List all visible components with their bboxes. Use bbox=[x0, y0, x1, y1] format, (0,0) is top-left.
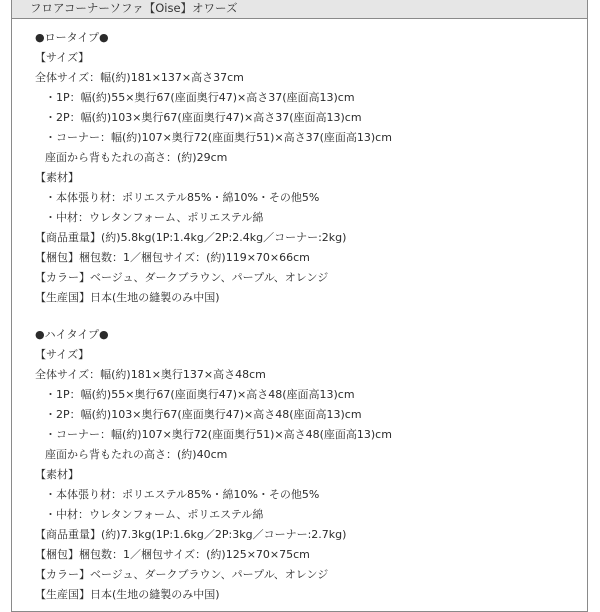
product-title: フロアコーナーソファ【Oise】オワーズ bbox=[30, 1, 238, 15]
high-size-label: 【サイズ】 bbox=[35, 348, 90, 361]
low-weight: 【商品重量】(約)5.8kg(1P:1.4kg／2P:2.4kg／コーナー:2kg) bbox=[35, 231, 347, 244]
high-size-total: 全体サイズ：幅(約)181×奥行137×高さ48cm bbox=[35, 368, 266, 381]
low-size-total: 全体サイズ：幅(約)181×137×高さ37cm bbox=[35, 71, 244, 84]
low-color: 【カラー】ベージュ、ダークブラウン、パープル、オレンジ bbox=[35, 271, 329, 284]
high-size-corner: ・コーナー：幅(約)107×奥行72(座面奥行51)×高さ48(座面高13)cm bbox=[45, 428, 392, 441]
section-gap bbox=[35, 308, 583, 325]
high-weight: 【商品重量】(約)7.3kg(1P:1.6kg／2P:3kg／コーナー:2.7kg) bbox=[35, 528, 347, 541]
low-material-filling: ・中材：ウレタンフォーム、ポリエステル綿 bbox=[45, 211, 264, 224]
low-size-2p: ・2P：幅(約)103×奥行67(座面奥行47)×高さ37(座面高13)cm bbox=[45, 111, 362, 124]
high-material-label: 【素材】 bbox=[35, 468, 79, 481]
high-origin: 【生産国】日本(生地の縫製のみ中国) bbox=[35, 588, 220, 601]
high-material-cover: ・本体張り材：ポリエステル85%・綿10%・その他5% bbox=[45, 488, 320, 501]
high-size-1p: ・1P：幅(約)55×奥行67(座面奥行47)×高さ48(座面高13)cm bbox=[45, 388, 355, 401]
low-material-label: 【素材】 bbox=[35, 171, 79, 184]
spec-content bbox=[35, 28, 583, 605]
high-color: 【カラー】ベージュ、ダークブラウン、パープル、オレンジ bbox=[35, 568, 329, 581]
low-package: 【梱包】梱包数：1／梱包サイズ：(約)119×70×66cm bbox=[35, 251, 310, 264]
low-seat-back-height: 座面から背もたれの高さ：(約)29cm bbox=[45, 151, 228, 164]
spec-frame bbox=[11, 0, 588, 612]
high-material-filling: ・中材：ウレタンフォーム、ポリエステル綿 bbox=[45, 508, 264, 521]
high-type-heading: ●ハイタイプ● bbox=[35, 328, 109, 341]
low-size-1p: ・1P：幅(約)55×奥行67(座面奥行47)×高さ37(座面高13)cm bbox=[45, 91, 355, 104]
high-size-2p: ・2P：幅(約)103×奥行67(座面奥行47)×高さ48(座面高13)cm bbox=[45, 408, 362, 421]
low-origin: 【生産国】日本(生地の縫製のみ中国) bbox=[35, 291, 220, 304]
low-type-heading: ●ロータイプ● bbox=[35, 31, 109, 44]
spec-header bbox=[12, 0, 587, 19]
low-material-cover: ・本体張り材：ポリエステル85%・綿10%・その他5% bbox=[45, 191, 320, 204]
low-size-label: 【サイズ】 bbox=[35, 51, 90, 64]
high-seat-back-height: 座面から背もたれの高さ：(約)40cm bbox=[45, 448, 228, 461]
high-package: 【梱包】梱包数：1／梱包サイズ：(約)125×70×75cm bbox=[35, 548, 310, 561]
low-size-corner: ・コーナー：幅(約)107×奥行72(座面奥行51)×高さ37(座面高13)cm bbox=[45, 131, 392, 144]
